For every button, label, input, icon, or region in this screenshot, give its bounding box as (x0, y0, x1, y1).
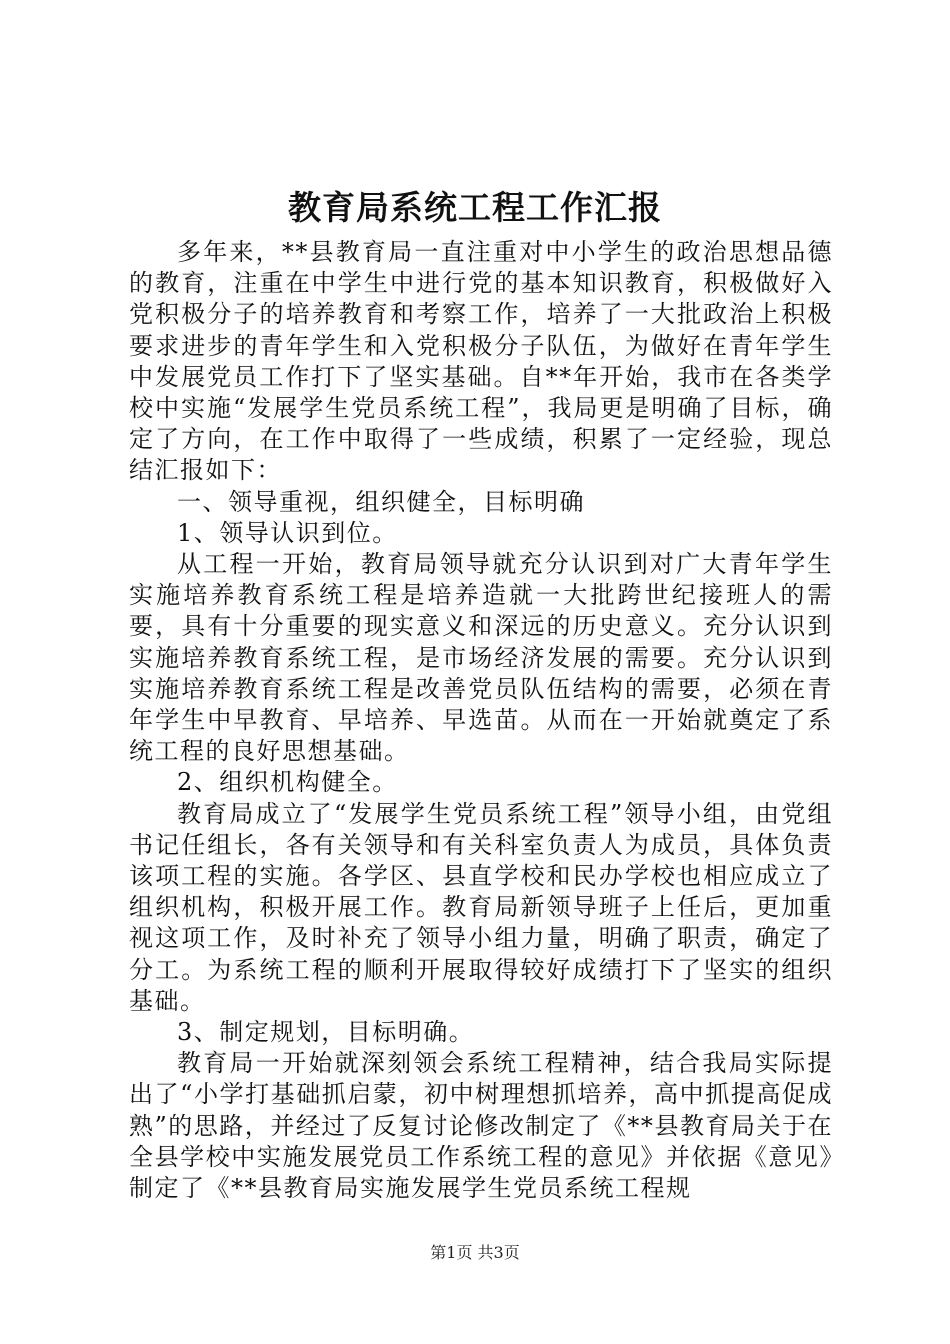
subheading-3: 3、制定规划，目标明确。 (177, 1018, 475, 1047)
document-body (129, 237, 833, 1204)
paragraph-planning: 教育局一开始就深刻领会系统工程精神，结合我局实际提出了“小学打基础抓启蒙，初中树理想抓培养，高中抓提高促成熟”的思路，并经过了反复讨论修改制定了《**县教育局关于在全县学校中实施发展党员工作系统工程的意见》并依据《意见》制定了《**县教育局实施发展学生党员系统工程规 (129, 1049, 833, 1203)
paragraph-intro: 多年来，**县教育局一直注重对中小学生的政治思想品德的教育，注重在中学生中进行党的基本知识教育，积极做好入党积极分子的培养教育和考察工作，培养了一大批政治上积极要求进步的青年学生和入党积极分子队伍，为做好在青年学生中发展党员工作打下了坚实基础。自**年开始，我市在各类学校中实施“发展学生党员系统工程”，我局更是明确了目标，确定了方向，在工作中取得了一些成绩，积累了一定经验，现总结汇报如下： (129, 238, 833, 485)
paragraph-leadership-awareness: 从工程一开始，教育局领导就充分认识到对广大青年学生实施培养教育系统工程是培养造就一大批跨世纪接班人的需要，具有十分重要的现实意义和深远的历史意义。充分认识到实施培养教育系统工程，是市场经济发展的需要。充分认识到实施培养教育系统工程是改善党员队伍结构的需要，必须在青年学生中早教育、早培养、早选苗。从而在一开始就奠定了系统工程的良好思想基础。 (129, 550, 833, 766)
document-title: 教育局系统工程工作汇报 (288, 188, 662, 227)
section-heading-1: 一、领导重视，组织健全，目标明确 (177, 487, 585, 516)
paragraph-organization: 教育局成立了“发展学生党员系统工程”领导小组，由党组书记任组长，各有关领导和有关科室负责人为成员，具体负责该项工程的实施。各学区、县直学校和民办学校也相应成立了组织机构，积极开展工作。教育局新领导班子上任后，更加重视这项工作，及时补充了领导小组力量，明确了职责，确定了分工。为系统工程的顺利开展取得较好成绩打下了坚实的组织基础。 (129, 799, 833, 1015)
subheading-1: 1、领导认识到位。 (177, 518, 398, 547)
subheading-2: 2、组织机构健全。 (177, 768, 398, 797)
page-number-footer: 第1页 共3页 (430, 1243, 520, 1262)
